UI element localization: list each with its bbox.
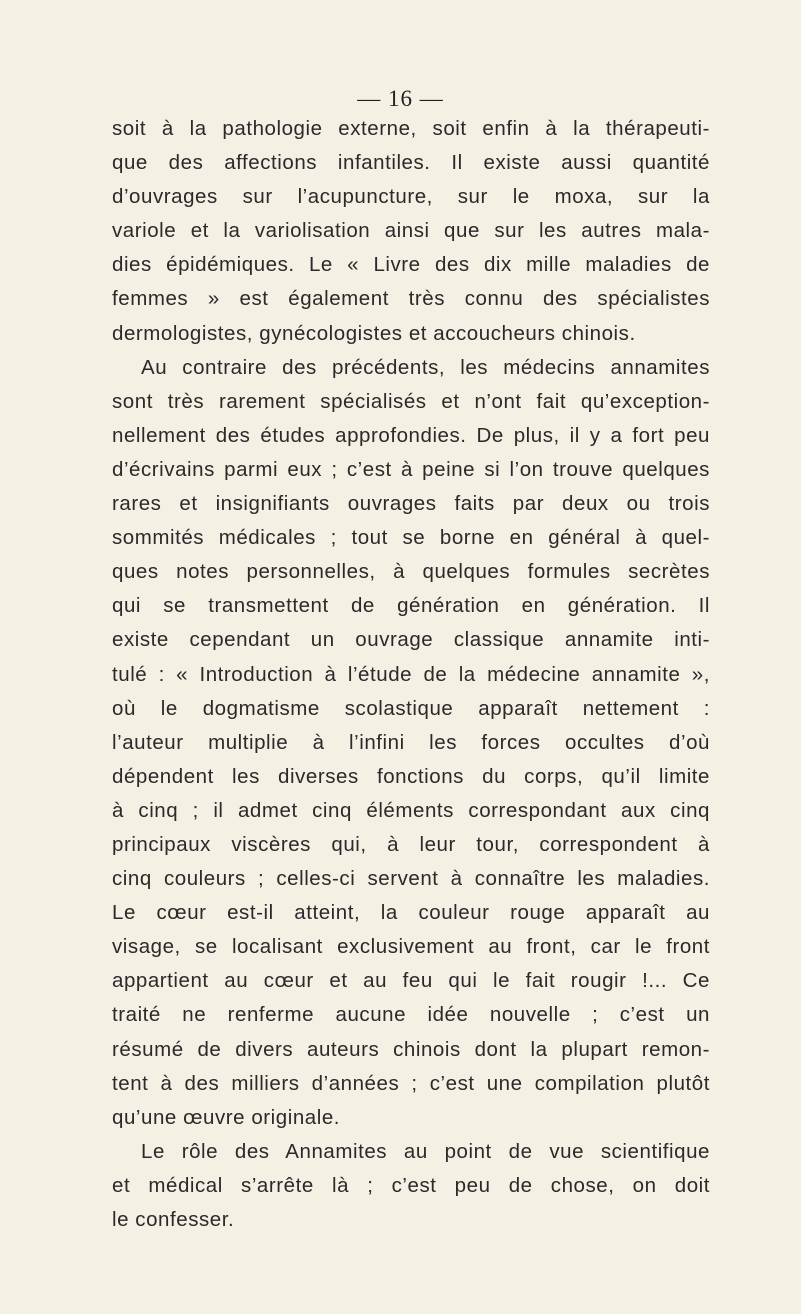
text-line: sont très rarement spécialisés et n’ont fait qu’exception- bbox=[112, 389, 710, 413]
paragraph bbox=[112, 1135, 710, 1237]
paragraph bbox=[112, 112, 710, 351]
text-line: ques notes personnelles, à quelques formules secrètes bbox=[112, 560, 710, 584]
text-line: sommités médicales ; tout se borne en général à quel- bbox=[112, 526, 710, 550]
page-number: — 16 — bbox=[357, 86, 444, 111]
paragraph bbox=[112, 351, 710, 1135]
text-line: dépendent les diverses fonctions du corps, qu’il limite bbox=[112, 764, 710, 788]
text-line: cinq couleurs ; celles-ci servent à connaître les maladies. bbox=[112, 867, 710, 891]
text-line: et médical s’arrête là ; c’est peu de chose, on doit bbox=[112, 1173, 710, 1197]
text-line: rares et insignifiants ouvrages faits par deux ou trois bbox=[112, 492, 710, 516]
text-line: à cinq ; il admet cinq éléments correspondant aux cinq bbox=[112, 798, 710, 822]
text-line: principaux viscères qui, à leur tour, correspondent à bbox=[112, 832, 710, 856]
text-line: dermologistes, gynécologistes et accoucheurs chinois. bbox=[112, 321, 636, 345]
text-line: visage, se localisant exclusivement au front, car le front bbox=[112, 935, 710, 959]
text-line: nellement des études approfondies. De plus, il y a fort peu bbox=[112, 423, 710, 447]
text-line: d’écrivains parmi eux ; c’est à peine si l’on trouve quelques bbox=[112, 457, 710, 481]
text-line: femmes » est également très connu des spécialistes bbox=[112, 287, 710, 311]
text-line: traité ne renferme aucune idée nouvelle ; c’est un bbox=[112, 1003, 710, 1027]
text-line: Au contraire des précédents, les médecins annamites bbox=[141, 355, 710, 379]
text-line: Le rôle des Annamites au point de vue scientifique bbox=[141, 1139, 710, 1163]
text-line: qui se transmettent de génération en génération. Il bbox=[112, 594, 710, 618]
text-line: qu’une œuvre originale. bbox=[112, 1105, 341, 1129]
text-line: tulé : « Introduction à l’étude de la médecine annamite », bbox=[112, 662, 710, 686]
text-line: où le dogmatisme scolastique apparaît nettement : bbox=[112, 696, 710, 720]
text-line: existe cependant un ouvrage classique annamite inti- bbox=[112, 628, 710, 652]
text-line: le confesser. bbox=[112, 1208, 235, 1231]
text-line: variole et la variolisation ainsi que sur les autres mala- bbox=[112, 219, 710, 243]
text-line: que des affections infantiles. Il existe aussi quantité bbox=[112, 151, 710, 175]
text-line: dies épidémiques. Le « Livre des dix mille maladies de bbox=[112, 253, 710, 277]
text-line: résumé de divers auteurs chinois dont la plupart remon- bbox=[112, 1037, 710, 1061]
text-line: soit à la pathologie externe, soit enfin à la thérapeuti- bbox=[112, 117, 710, 140]
text-line: appartient au cœur et au feu qui le fait rougir !... Ce bbox=[112, 969, 710, 993]
text-line: Le cœur est-il atteint, la couleur rouge apparaît au bbox=[112, 901, 710, 925]
body-text bbox=[112, 112, 710, 1237]
text-line: l’auteur multiplie à l’infini les forces occultes d’où bbox=[112, 730, 710, 754]
text-line: tent à des milliers d’années ; c’est une compilation plutôt bbox=[112, 1071, 710, 1095]
text-line: d’ouvrages sur l’acupuncture, sur le moxa, sur la bbox=[112, 185, 710, 209]
